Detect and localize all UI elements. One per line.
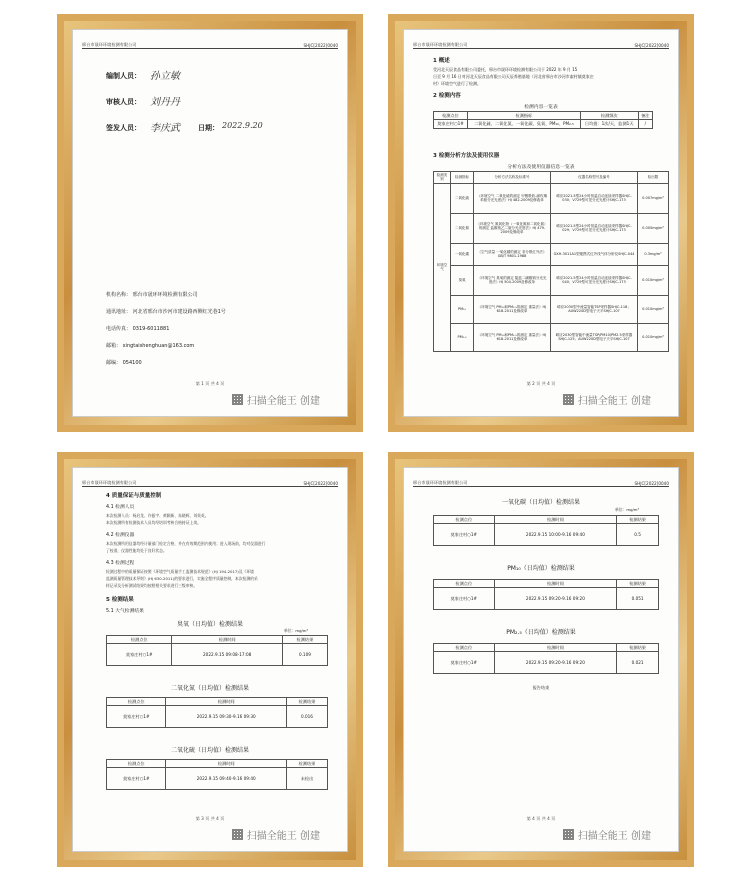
page-frame-3 — [57, 452, 363, 867]
phone: 电话传真： 0319-6011881 — [106, 326, 170, 332]
content-table-title: 检测内容一览表 — [524, 105, 558, 110]
section-4-title: 4 质量保证与质量控制 — [106, 493, 162, 499]
date-value: 2022.9.20 — [222, 121, 263, 130]
methods-table-title: 分析方法及使用仪器信息一览表 — [507, 165, 575, 170]
table-row: 一氧化碳 《空气质量 一氧化碳的测定 非分散红外法》GB/T 9801-1988 GXH-3011A1型便携式红外线气体分析仪SHJC-044 0.3mg/m³ — [434, 243, 669, 265]
table-row: PM₁₀ 《环境空气 PM₁₀和PM₂.₅的测定 重量法》HJ 618-2011及修改单 崂应2030型中流量智能TSP采样器SHJC-118；AUW220D型电子天平SHJC-107 0.010mg/m³ — [434, 295, 669, 323]
qr-icon — [563, 829, 574, 840]
watermark: 扫描全能王 创建 — [232, 392, 320, 407]
no2-table-title: 二氧化氮（日均值）检测结果 — [170, 685, 249, 692]
unit-label: 单位：mg/m³ — [615, 507, 639, 512]
watermark: 扫描全能王 创建 — [563, 827, 651, 842]
report-page-3: 邢台市晟环环境检测有限公司 SHJC[2022]0040 4 质量保证与质量控制 4.1 检测人员 本次检测人员：杨启龙、许振宇、黄颖新、朱晓辉、刘英英。 本次检测所有检测技术人员均经培训考核合格持证上岗。 4.2 检测仪器 本次检测所用仪器均经计量部门检定合格，并在有效期范围内使用；进入现场前，均对仪器进行 了校准，仪器性能均处于良好状态。 4.3 检测过程 检测过程中的质量保证按照《环境空气质量手工监测技术规范》(HJ 194-2017)及《环境 监测质量管理技术导则》(HJ 630-2011)的要求进行，实施全程序质量控制，本次检测的采 样记录及分析测试结果均按照相关要求进行三级审核。 5 检测结果 5.1 大气检测结果 臭氧（日均值）检测结果 单位：mg/m³ 检测点位 检测时间 检测结果 莫家庄村○1# 2022.9.15 09:08-17:08 0.109 二氧化氮（日均值）检测结果 检测点位 检测时间 检测结果 莫家庄村○1# 2022.9.15 09:30-9.16 09:30 0.016 二氧化硫（日均值）检测结果 检测点位 检测时间 检测结果 莫家庄村○1# 2022.9.15 09:40-9.16 09:40 未检出 第 3 页 共 4 页 扫描全能王 创建 — [72, 467, 348, 852]
pm10-result-table: 检测点位 检测时间 检测结果 莫家庄村○1# 2022.9.15 09:20-9.16 09:20 0.051 — [433, 579, 659, 610]
so2-table-title: 二氧化硫（日均值）检测结果 — [170, 747, 249, 754]
table-row: 莫家庄村○1# 2022.9.15 09:20-9.16 09:20 0.021 — [434, 652, 659, 674]
qr-icon — [232, 829, 243, 840]
section-5-title: 5 检测结果 — [106, 597, 134, 603]
page-footer: 第 3 页 共 4 页 — [195, 816, 225, 821]
methods-table: 检测类别 检测指标 分析方法名称及标准号 仪器名称型号及编号 检出限 环境空气 二氧化硫 《环境空气 二氧化硫的测定 甲醛吸收-副玫瑰苯胺分光光度法》HJ 482-2009及修改单 崂应2021-5型24小时恒温自动连续采样器SHJC-030；V729型可见分光光度计SHJC-173 0.007mg/m³ 二氧化氮 《环境空气 氮氧化物（一氧化氮和二氧化氮）的测定 盐酸萘乙二胺分光光度法》HJ 479-2009及修改单 崂应2021-5型24小时恒温自动连续采样器SHJC-029；V729型可见分光光度计SHJC-173 0.005mg/m³ 一氧化碳 《空气质量 一氧化碳的测定 非分散红外法》GB/T 9801-1988 GXH-3011A1型便携式红外线气体分析仪SHJC-044 0.3mg/m³ 臭氧 《环境空气 臭氧的测定 靛蓝二磺酸钠分光光度法》HJ 504-2009及修改单 崂应2021-5型24小时恒温自动连续采样器SHJC-040；V729型可见分光光度计SHJC-173 0.010mg/m³ PM₁₀ 《环境空气 PM₁₀和PM₂.₅的测定 重量法》HJ 618-2011及修改单 崂应2030型中流量智能TSP采样器SHJC-118；AUW220D型电子天平SHJC-107 0.010mg/m³ PM₂.₅ 《环境空气 PM₁₀和PM₂.₅的测定 重量法》HJ 618-2011及修改单 崂应2030型智能中流量TSP/PM10/PM2.5采样器SHJC-125；AUW220D型电子天平SHJC-107 0.010mg/m³ — [433, 171, 669, 352]
unit-label: 单位：mg/m³ — [284, 628, 308, 633]
watermark: 扫描全能王 创建 — [563, 392, 651, 407]
overview-line: 日至 9 月 16 日对河北天辰食品有限公司天辰养殖基地（河北省邢台市沙河市索村镇莫家庄 — [433, 74, 594, 79]
table-row: 臭氧 《环境空气 臭氧的测定 靛蓝二磺酸钠分光光度法》HJ 504-2009及修改单 崂应2021-5型24小时恒温自动连续采样器SHJC-040；V729型可见分光光度计SHJC-173 0.010mg/m³ — [434, 265, 669, 295]
content-table: 检测点位 检测指标 检测频次 备注 莫家庄村○1# 二氧化硫、二氧化氮、一氧化碳、臭氧、PM₁₀、PM₂.₅ 日均值：1次/天，监测1天 / — [433, 111, 653, 129]
table-row: 莫家庄村○1# 2022.9.15 09:30-9.16 09:30 0.016 — [107, 706, 328, 728]
qr-icon — [232, 394, 243, 405]
section-5-1-title: 5.1 大气检测结果 — [106, 609, 144, 614]
institution-name: 机构名称： 邢台市晟环环境检测有限公司 — [106, 292, 198, 298]
signer-signature: 李庆武 — [150, 123, 180, 134]
no2-result-table: 检测点位 检测时间 检测结果 莫家庄村○1# 2022.9.15 09:30-9.16 09:30 0.016 — [106, 697, 328, 728]
report-page-2 — [403, 29, 679, 417]
page-frame-1 — [57, 14, 363, 432]
email: 邮箱： xingtaishenghuan@163.com — [106, 343, 195, 349]
section-4-1-title: 4.1 检测人员 — [106, 505, 135, 510]
section-4-3-title: 4.3 检测过程 — [106, 561, 135, 566]
page-header: 邢台市晟环环境检测有限公司 SHJC[2022]0040 — [82, 39, 338, 49]
overview-line: 受河北天辰食品有限公司委托，邢台市晟环环境检测有限公司于 2022 年 9 月 15 — [433, 67, 578, 72]
page-footer: 第 4 页 共 4 页 — [526, 816, 556, 821]
co-result-table: 检测点位 检测时间 检测结果 莫家庄村○1# 2022.9.15 10:00-9.16 09:40 0.5 — [433, 515, 659, 546]
report-page-4 — [403, 467, 679, 852]
overview-line: 村）环境空气进行了检测。 — [433, 81, 481, 86]
table-row: 莫家庄村○1# 2022.9.15 09:20-9.16 09:20 0.051 — [434, 588, 659, 610]
table-row: 莫家庄村○1# 2022.9.15 09:40-9.16 09:40 未检出 — [107, 768, 328, 790]
pm25-result-table: 检测点位 检测时间 检测结果 莫家庄村○1# 2022.9.15 09:20-9.16 09:20 0.021 — [433, 643, 659, 674]
co-table-title: 一氧化碳（日均值）检测结果 — [501, 499, 580, 506]
page-frame-4 — [388, 452, 694, 867]
date-label: 日期： — [198, 124, 219, 132]
table-row: PM₂.₅ 《环境空气 PM₁₀和PM₂.₅的测定 重量法》HJ 618-2011及修改单 崂应2030型智能中流量TSP/PM10/PM2.5采样器SHJC-125；AUW220D型电子天平SHJC-107 0.010mg/m³ — [434, 323, 669, 351]
section-4-2-title: 4.2 检测仪器 — [106, 533, 135, 538]
address: 通讯地址： 河北省邢台市沙河市建设路西侧红光巷1号 — [106, 309, 226, 315]
page-header: 邢台市晟环环境检测有限公司 SHJC[2022]0040 — [413, 477, 669, 487]
table-row: 莫家庄村○1# 2022.9.15 09:08-17:08 0.109 — [107, 644, 328, 666]
compiler-label: 编制人员： — [106, 72, 141, 80]
report-end: 报告结束 — [532, 685, 550, 690]
qr-icon — [563, 394, 574, 405]
page-footer: 第 1 页 共 4 页 — [195, 381, 225, 386]
page-frame-2 — [388, 14, 694, 432]
compiler-signature: 孙立敏 — [150, 71, 180, 82]
pm25-table-title: PM₂.₅（日均值）检测结果 — [506, 629, 576, 636]
watermark: 扫描全能王 创建 — [232, 827, 320, 842]
table-row: 环境空气 二氧化硫 《环境空气 二氧化硫的测定 甲醛吸收-副玫瑰苯胺分光光度法》HJ 482-2009及修改单 崂应2021-5型24小时恒温自动连续采样器SHJC-030；V729型可见分光光度计SHJC-173 0.007mg/m³ — [434, 183, 669, 213]
pm10-table-title: PM₁₀（日均值）检测结果 — [507, 565, 575, 572]
page-header: 邢台市晟环环境检测有限公司 SHJC[2022]0040 — [413, 39, 669, 49]
signer-label: 签发人员： — [106, 124, 141, 132]
page-footer: 第 2 页 共 4 页 — [526, 381, 556, 386]
zip-code: 邮编： 054100 — [106, 360, 142, 366]
report-page-1 — [72, 29, 348, 417]
table-row: 莫家庄村○1# 二氧化硫、二氧化氮、一氧化碳、臭氧、PM₁₀、PM₂.₅ 日均值：1次/天，监测1天 / — [434, 120, 653, 128]
o3-table-title: 臭氧（日均值）检测结果 — [176, 621, 243, 628]
table-row: 二氧化氮 《环境空气 氮氧化物（一氧化氮和二氧化氮）的测定 盐酸萘乙二胺分光光度法》HJ 479-2009及修改单 崂应2021-5型24小时恒温自动连续采样器SHJC-029；V729型可见分光光度计SHJC-173 0.005mg/m³ — [434, 213, 669, 243]
o3-result-table: 检测点位 检测时间 检测结果 莫家庄村○1# 2022.9.15 09:08-17:08 0.109 — [106, 635, 328, 666]
so2-result-table: 检测点位 检测时间 检测结果 莫家庄村○1# 2022.9.15 09:40-9.16 09:40 未检出 — [106, 759, 328, 790]
section-1-title: 1 概述 — [433, 58, 450, 64]
reviewer-label: 审核人员： — [106, 98, 141, 106]
table-row: 莫家庄村○1# 2022.9.15 10:00-9.16 09:40 0.5 — [434, 524, 659, 546]
page-header: 邢台市晟环环境检测有限公司 SHJC[2022]0040 — [82, 477, 338, 487]
reviewer-signature: 刘丹丹 — [150, 97, 180, 108]
section-3-title: 3 检测分析方法及使用仪器 — [433, 153, 500, 159]
section-2-title: 2 检测内容 — [433, 93, 461, 99]
